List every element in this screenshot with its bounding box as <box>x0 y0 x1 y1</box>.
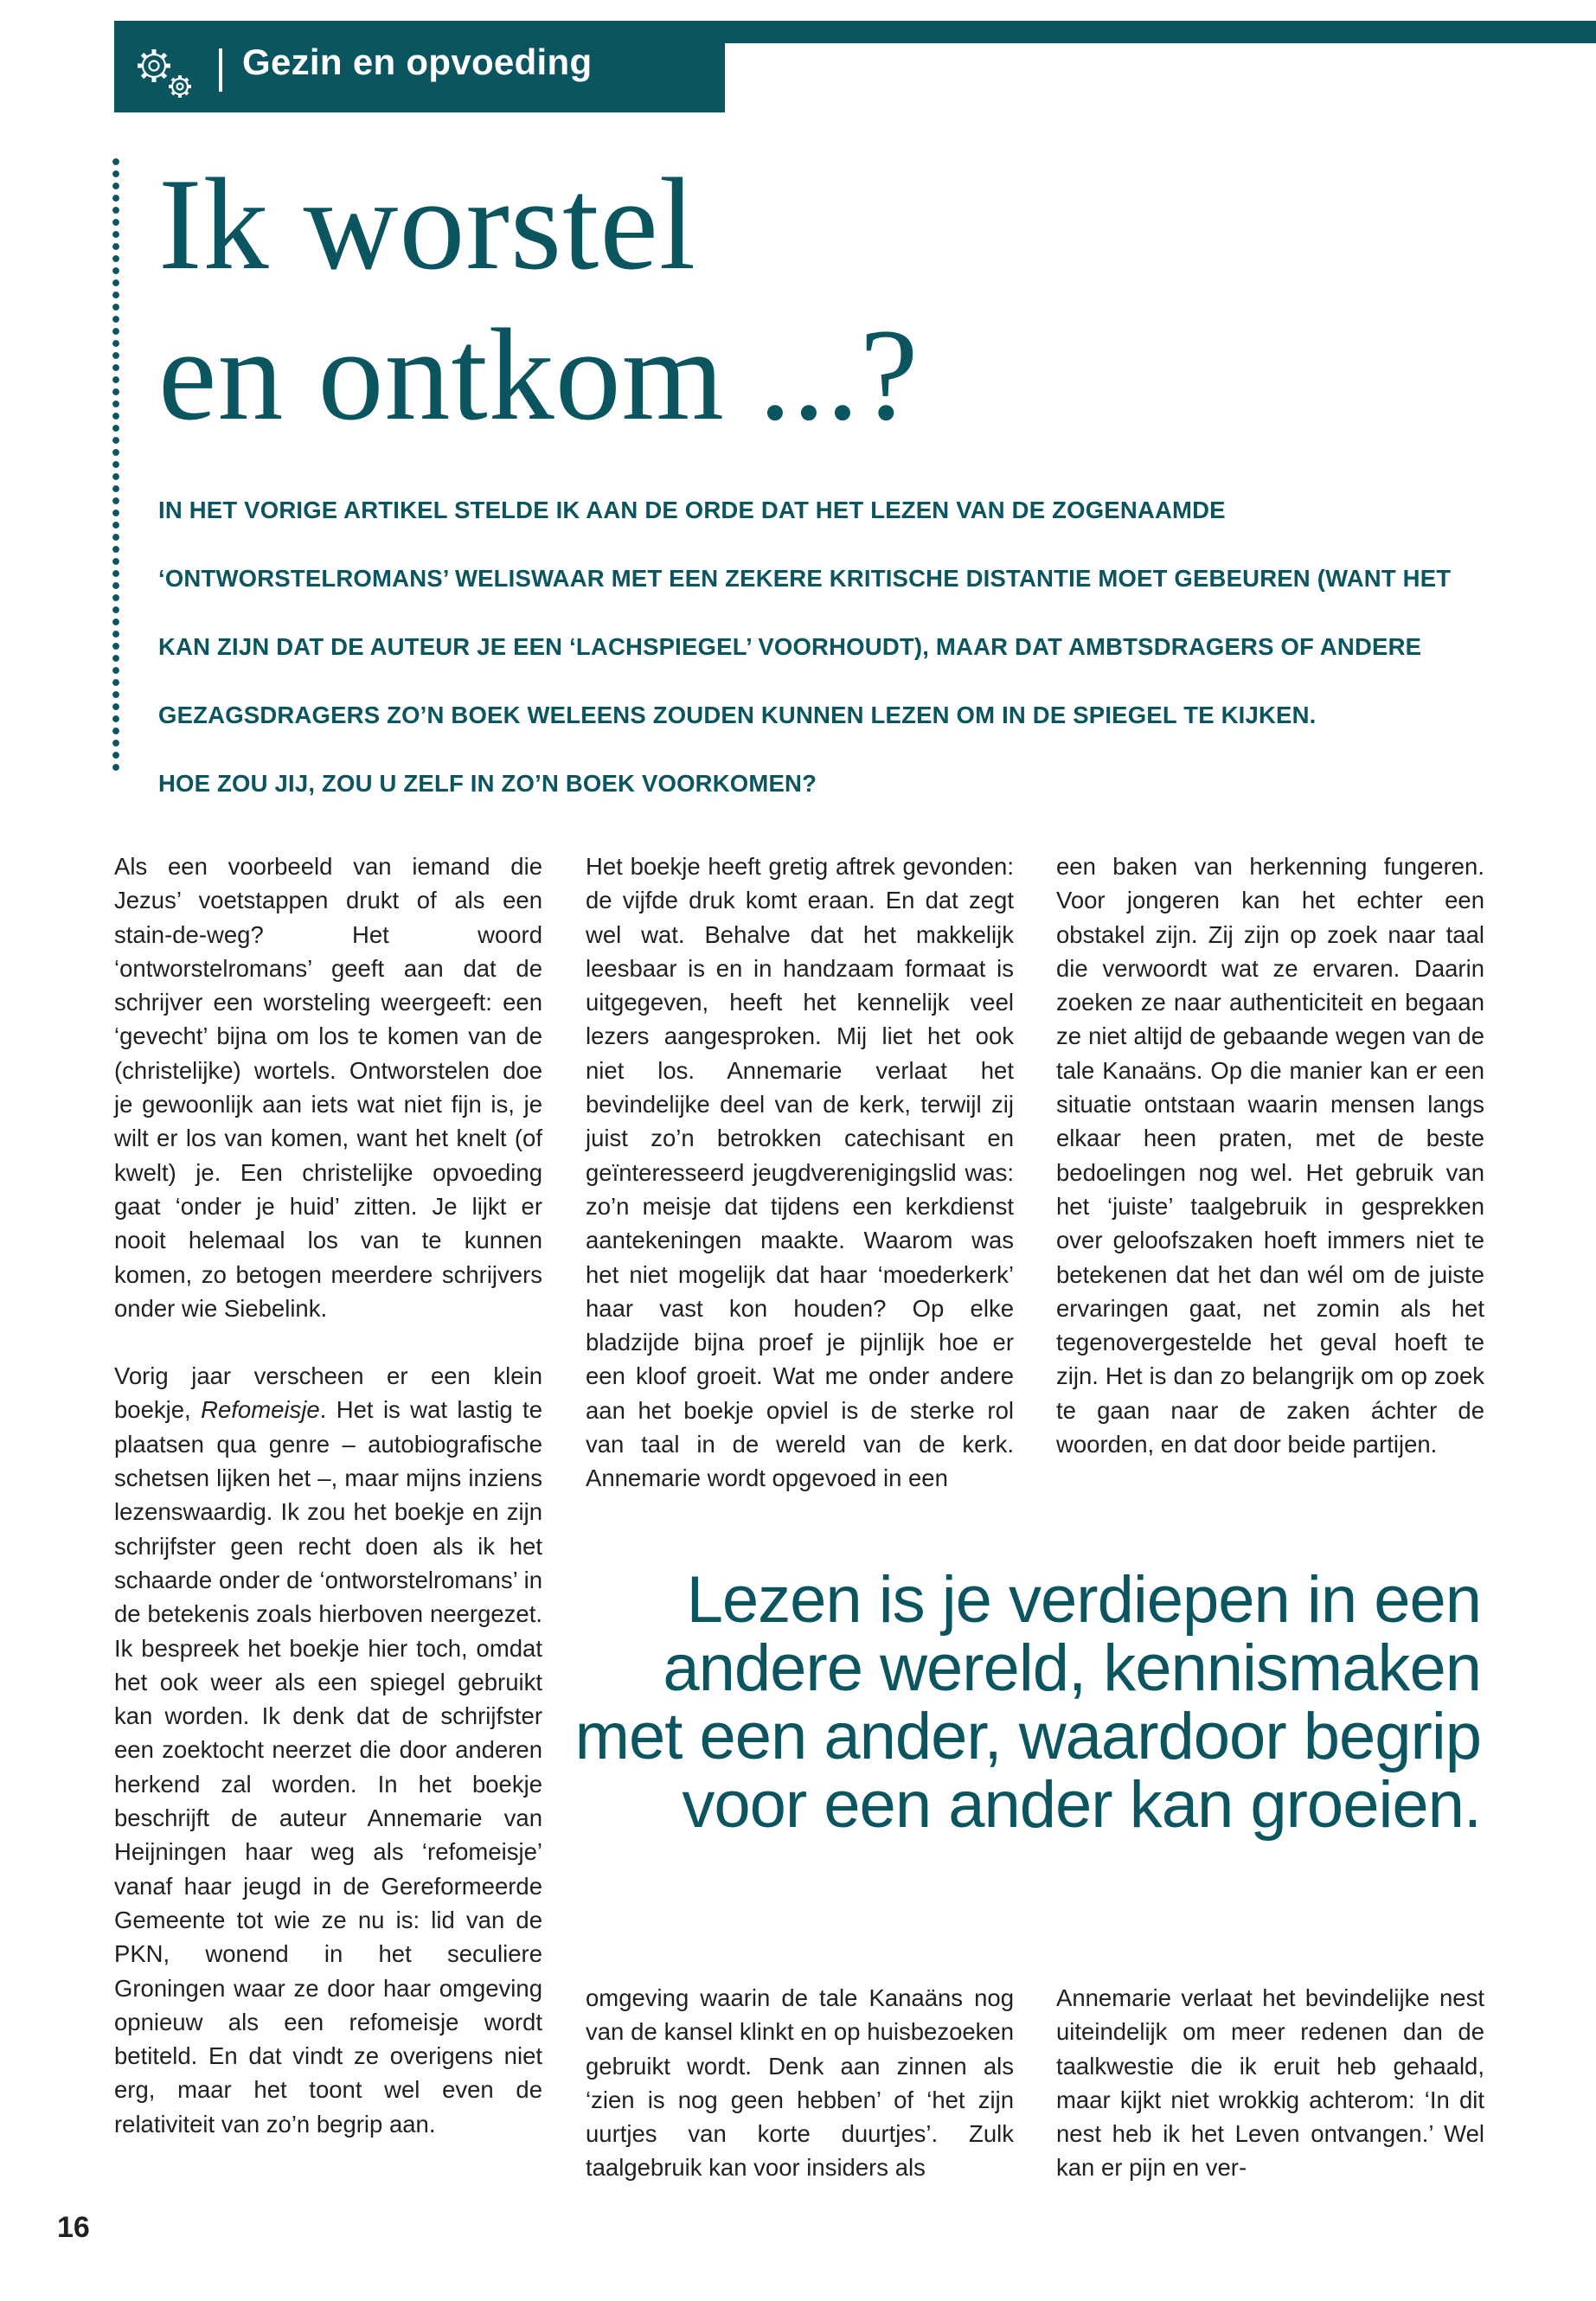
section-label: Gezin en opvoeding <box>242 42 593 82</box>
intro-line: ‘ONTWORSTELROMANS’ WELISWAAR MET EEN ZEKERE KRITISCHE DISTANTIE MOET GEBEUREN (WANT HET <box>158 565 1452 592</box>
paragraph-text: . Het is wat lastig te plaatsen qua genre – autobiografische schetsen lijken het –, maar mijns inziens lezenswaardig. Ik zou het boekje en zijn schrijfster geen recht doen als ik het schaarde onder de ‘ontworstelromans’ in de betekenis zoals hierboven neergezet. Ik bespreek het boekje hier toch, omdat het ook weer als een spiegel gebruikt kan worden. Ik denk dat de schrijfster een zoektocht neerzet die door anderen herkend zal worden. In het boekje beschrijft de auteur Annemarie van Heijningen haar weg als ‘refomeisje’ vanaf haar jeugd in de Gereformeerde Gemeente tot wie ze nu is: lid van de PKN, wonend in het seculiere Groningen waar ze door haar omgeving opnieuw als een refomeisje wordt betiteld. En dat vindt ze overigens niet erg, maar het toont wel even de relativiteit van zo’n begrip aan. <box>114 1396 542 2138</box>
intro-line: HOE ZOU JIJ, ZOU U ZELF IN ZO’N BOEK VOORKOMEN? <box>158 770 817 797</box>
intro-line: IN HET VORIGE ARTIKEL STELDE IK AAN DE ORDE DAT HET LEZEN VAN DE ZOGENAAMDE <box>158 497 1226 523</box>
page-number: 16 <box>57 2211 90 2244</box>
pull-quote: Lezen is je verdiepen in een andere wereld, kennismaken met een ander, waardoor begrip voor een ander kan groeien. <box>574 1563 1481 1842</box>
dotted-accent-line <box>111 156 121 772</box>
body-paragraph <box>114 1359 542 2141</box>
header-separator <box>219 48 222 92</box>
article-intro <box>158 476 1473 817</box>
body-paragraph: Als een voorbeeld van iemand die Jezus’ voetstappen drukt of als een stain-de-weg? Het woord ‘ontworstelromans’ geeft aan dat de schrijver een worsteling weergeeft: een ‘gevecht’ bijna om los te komen van de (christelijke) wortels. Ontworstelen doe je gewoonlijk aan iets wat niet fijn is, je wilt er los van komen, want het knelt (of kwelt) je. Een christelijke opvoeding gaat ‘onder je huid’ zitten. Je lijkt er nooit helemaal los van te kunnen komen, zo betogen meerdere schrijvers onder wie Siebelink. <box>114 853 542 1322</box>
book-title: Refomeisje <box>201 1396 320 1424</box>
paragraph-text: Vorig jaar verscheen er een klein boekje, <box>114 1362 542 1424</box>
body-column-1 <box>114 849 542 2141</box>
body-paragraph: Het boekje heeft gretig aftrek gevonden: de vijfde druk komt eraan. En dat zegt wel wat. Behalve dat het makkelijk leesbaar is en in handzaam formaat is uitgegeven, heeft het kennelijk veel lezers aangesproken. Mij liet het ook niet los. Annemarie verlaat het bevindelijke deel van de kerk, terwijl zij juist zo’n betrokken catechisant en geïnteresseerd jeugdverenigingslid was: zo’n meisje dat tijdens een kerkdienst aantekeningen maakte. Waarom was het niet mogelijk dat haar ‘moederkerk’ haar vast kon houden? Op elke bladzijde bijna proef je pijnlijk hoe er een kloof groeit. Wat me onder andere aan het boekje opviel is de sterke rol van taal in de wereld van de kerk. Annemarie wordt opgevoed in een <box>586 853 1014 1492</box>
body-paragraph: een baken van herkenning fungeren. Voor jongeren kan het echter een obstakel zijn. Zij zijn op zoek naar taal die verwoordt wat ze ervaren. Daarin zoeken ze naar authenticiteit en begaan ze niet altijd de gebaande wegen van de tale Kanaäns. Op die manier kan er een situatie ontstaan waarin mensen langs elkaar heen praten, met de beste bedoelingen nog wel. Het gebruik van het ‘juiste’ taalgebruik in gesprekken over geloofszaken hoeft immers niet te betekenen dat het dan wél om de juiste ervaringen gaat, net zomin als het tegenovergestelde het geval hoeft te zijn. Het is dan zo belangrijk om op zoek te gaan naar de zaken áchter de woorden, en dat door beide partijen. <box>1056 853 1484 1458</box>
gears-icon <box>128 40 199 104</box>
body-column-3-continued <box>1056 1981 1484 2185</box>
title-line-2: en ontkom ...? <box>158 302 920 447</box>
header-notch <box>725 43 1596 112</box>
body-paragraph: omgeving waarin de tale Kanaäns nog van de kansel klinkt en op huisbezoeken gebruikt wordt. Denk aan zinnen als ‘zien is nog geen hebben’ of ‘het zijn uurtjes van korte duurtjes’. Zulk taalgebruik kan voor insiders als <box>586 1984 1014 2182</box>
body-column-2 <box>586 849 1014 1496</box>
body-column-3 <box>1056 849 1484 1461</box>
article-title <box>158 149 919 450</box>
title-line-1: Ik worstel <box>158 151 697 297</box>
body-column-2-continued <box>586 1981 1014 2185</box>
intro-line: GEZAGSDRAGERS ZO’N BOEK WELEENS ZOUDEN KUNNEN LEZEN OM IN DE SPIEGEL TE KIJKEN. <box>158 702 1317 728</box>
body-paragraph: Annemarie verlaat het bevindelijke nest uiteindelijk om meer redenen dan de taalkwestie die ik eruit heb gehaald, maar kijkt niet wrokkig achterom: ‘In dit nest heb ik het Leven ontvangen.’ Wel kan er pijn en ver- <box>1056 1984 1484 2182</box>
intro-line: KAN ZIJN DAT DE AUTEUR JE EEN ‘LACHSPIEGEL’ VOORHOUDT), MAAR DAT AMBTSDRAGERS OF ANDERE <box>158 633 1422 660</box>
